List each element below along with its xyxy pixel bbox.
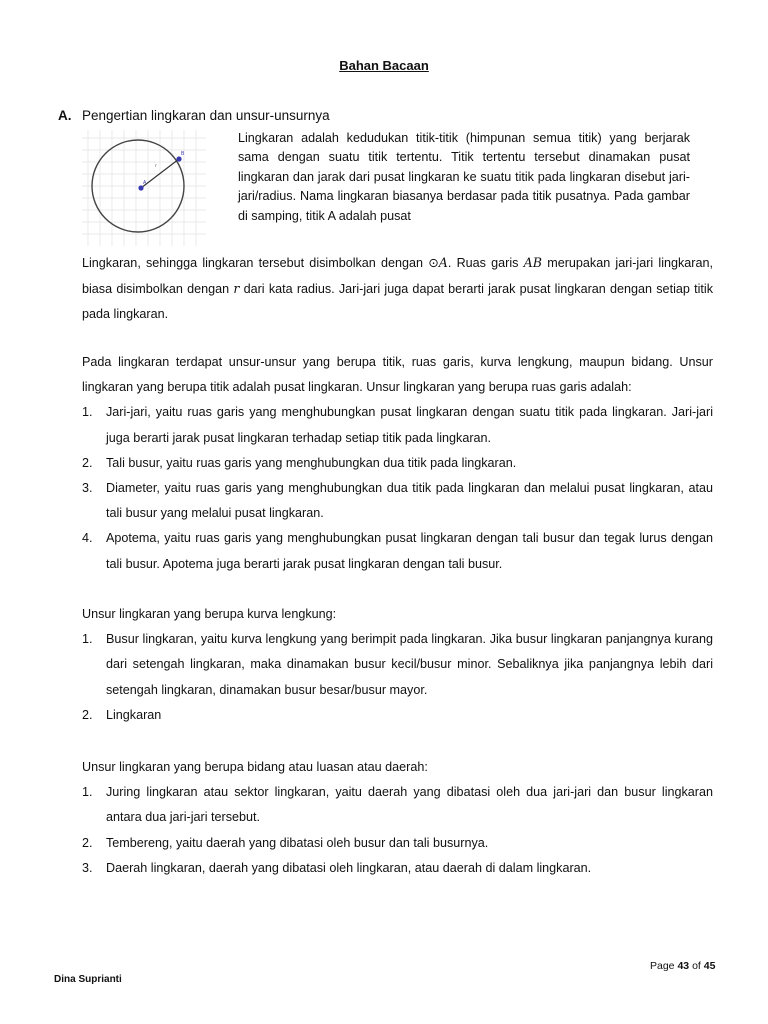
page-number	[650, 960, 715, 972]
page-word: Page	[650, 960, 675, 972]
paragraph-area-elements	[82, 755, 713, 881]
list-number: 2.	[82, 835, 93, 850]
para1-text-b: . Ruas garis	[447, 256, 524, 270]
list-number: 2.	[82, 707, 93, 722]
label-a: A	[143, 180, 147, 186]
list-text: Diameter, yaitu ruas garis yang menghubungkan dua titik pada lingkaran dan melalui pusat lingkaran, atau tali busur yang melalui pusat lingkaran.	[106, 481, 713, 521]
list-item	[82, 831, 713, 856]
list-text: Apotema, yaitu ruas garis yang menghubungkan pusat lingkaran dengan tali busur dan tegak lurus dengan tali busur. Apotema juga berarti jarak pusat lingkaran dengan tali busur.	[106, 531, 713, 571]
paragraph-line-elements	[82, 350, 713, 577]
list-number: 2.	[82, 455, 93, 470]
list-text: Tembereng, yaitu daerah yang dibatasi oleh busur dan tali busurnya.	[106, 835, 489, 850]
intro-paragraph: Lingkaran adalah kedudukan titik-titik (himpunan semua titik) yang berjarak sama dengan suatu titik tertentu. Titik tertentu tersebut dinamakan pusat lingkaran dan jarak dari pusat lingkaran ke suatu titik pada lingkaran disebut jari-jari/radius. Nama lingkaran biasanya berdasar pada titik pusatnya. Pada gambar di samping, titik A adalah pusat	[238, 131, 690, 223]
area-elements-list	[82, 780, 713, 881]
list-text: Jari-jari, yaitu ruas garis yang menghubungkan pusat lingkaran dengan suatu titik pada lingkaran. Jari-jari juga berarti jarak pusat lingkaran terhadap setiap titik pada lingkaran.	[106, 405, 713, 445]
list-item	[82, 703, 713, 728]
curve-elements-list	[82, 627, 713, 728]
label-b: B	[181, 151, 185, 157]
list-item	[82, 400, 713, 450]
list-text: Busur lingkaran, yaitu kurva lengkung yang berimpit pada lingkaran. Jika busur lingkaran panjangnya kurang dari setengah lingkaran, maka dinamakan busur kecil/busur minor. Sebaliknya jika panjangnya lebih dari setengah lingkaran, dinamakan busur besar/busur mayor.	[106, 632, 713, 697]
center-point-a	[138, 185, 143, 190]
para2-intro: Pada lingkaran terdapat unsur-unsur yang berupa titik, ruas garis, kurva lengkung, maupun bidang. Unsur lingkaran yang berupa titik adalah pusat lingkaran. Unsur lingkaran yang berupa ruas garis adalah:	[82, 355, 713, 395]
list-number: 3.	[82, 481, 93, 496]
paragraph-symbol	[82, 250, 713, 328]
section-heading	[58, 108, 330, 123]
list-number: 4.	[82, 531, 93, 546]
list-number: 1.	[82, 405, 93, 420]
symbol-letter: A	[438, 255, 448, 270]
list-number: 1.	[82, 632, 93, 647]
point-b	[176, 156, 181, 161]
list-item	[82, 476, 713, 526]
current-page: 43	[677, 960, 690, 972]
of-word: of	[692, 960, 701, 972]
label-r: r	[155, 164, 157, 169]
radius-symbol: r	[233, 281, 240, 297]
circle-figure	[82, 130, 206, 246]
list-item	[82, 856, 713, 881]
para1-text-c: merupakan jari-jari lingkaran, biasa disimbolkan dengan	[82, 256, 713, 297]
list-number: 1.	[82, 785, 93, 800]
list-text: Tali busur, yaitu ruas garis yang menghubungkan dua titik pada lingkaran.	[106, 455, 517, 470]
footer-author: Dina Suprianti	[54, 974, 122, 985]
para1-text-d: dari kata radius. Jari-jari juga dapat berarti jarak pusat lingkaran dengan setiap titik pada lingkaran.	[82, 282, 713, 322]
total-pages: 45	[703, 960, 716, 972]
section-heading-text: Pengertian lingkaran dan unsur-unsurnya	[82, 108, 330, 123]
paragraph-curve-elements	[82, 602, 713, 728]
list-item	[82, 627, 713, 703]
para1-text-a: Lingkaran, sehingga lingkaran tersebut disimbolkan dengan	[82, 256, 429, 270]
segment-ab: AB	[523, 255, 543, 270]
page-title: Bahan Bacaan	[339, 58, 429, 73]
list-text: Daerah lingkaran, daerah yang dibatasi oleh lingkaran, atau daerah di dalam lingkaran.	[106, 860, 592, 875]
para4-intro: Unsur lingkaran yang berupa bidang atau luasan atau daerah:	[82, 760, 428, 774]
list-number: 3.	[82, 860, 93, 875]
circle-symbol: ⊙	[428, 255, 439, 270]
section-letter: A.	[58, 108, 72, 123]
list-item	[82, 451, 713, 476]
line-elements-list	[82, 400, 713, 576]
list-item	[82, 526, 713, 576]
list-text: Juring lingkaran atau sektor lingkaran, yaitu daerah yang dibatasi oleh dua jari-jari dan busur lingkaran antara dua jari-jari tersebut.	[106, 785, 713, 825]
list-text: Lingkaran	[106, 707, 162, 722]
figure-grid	[82, 130, 206, 246]
para3-intro: Unsur lingkaran yang berupa kurva lengkung:	[82, 607, 337, 621]
list-item	[82, 780, 713, 830]
